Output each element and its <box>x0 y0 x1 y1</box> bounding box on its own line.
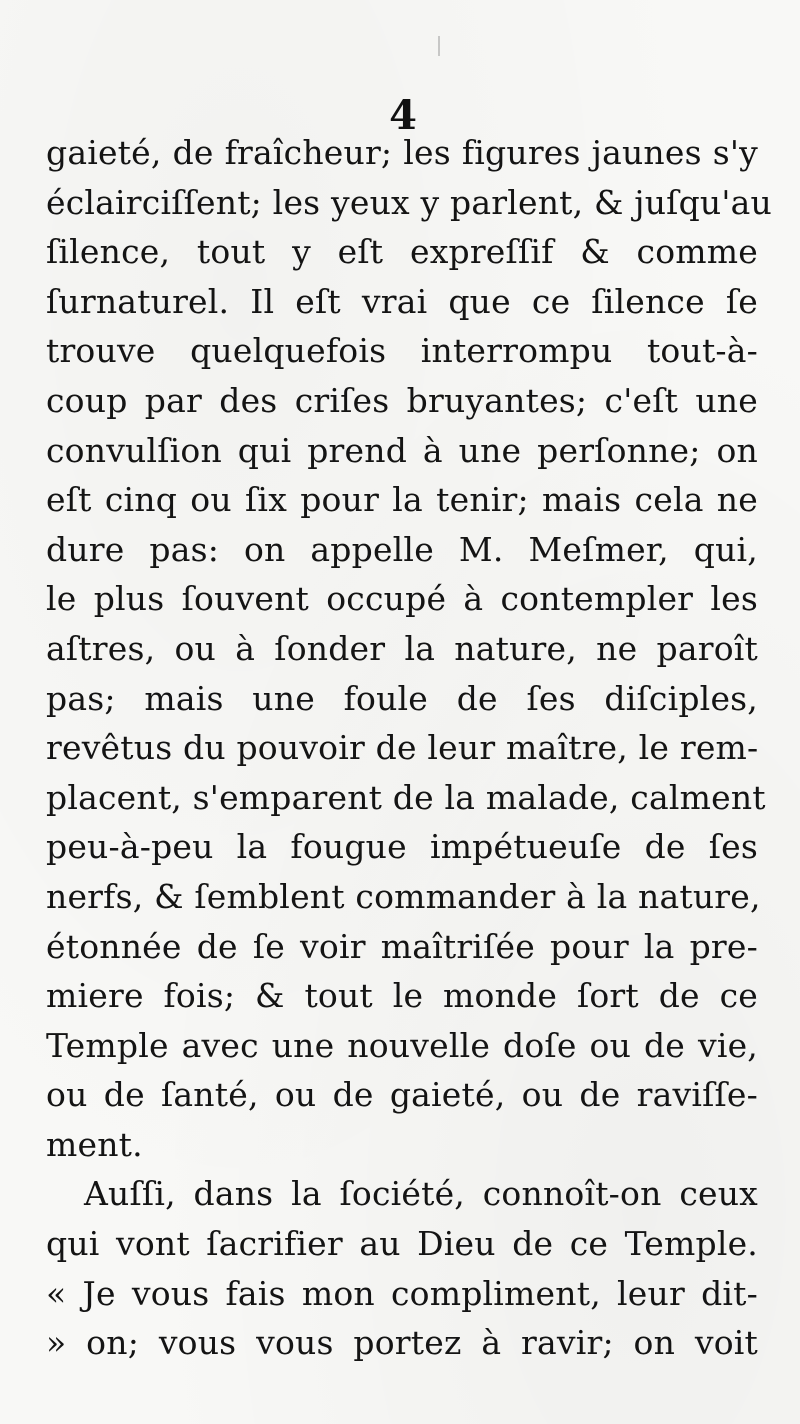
text-line: le plus ſouvent occupé à contempler les <box>46 579 758 619</box>
scan-mark <box>438 36 440 56</box>
text-line: qui vont ſacrifier au Dieu de ce Temple. <box>46 1224 758 1264</box>
text-line: placent, s'emparent de la malade, calment <box>46 777 766 817</box>
text-line: éclairciſſent; les yeux y parlent, & juſqu'au <box>46 182 772 222</box>
text-line: gaieté, de fraîcheur; les figures jaunes s'y <box>46 133 758 172</box>
text-line: peu-à-peu la fougue impétueuſe de ſes <box>46 827 758 867</box>
text-line: aſtres, ou à ſonder la nature, ne paroît <box>46 628 758 668</box>
text-line: nerfs, & ſemblent commander à la nature, <box>46 876 761 916</box>
text-line: miere fois; & tout le monde ſort de ce <box>46 976 758 1016</box>
text-line: « Je vous fais mon compliment, leur dit- <box>46 1273 758 1313</box>
paragraph-2 <box>46 1169 758 1367</box>
text-line: revêtus du pouvoir de leur maître, le rem- <box>46 728 759 768</box>
text-line: ment. <box>46 1124 143 1164</box>
text-line: ſurnaturel. Il eſt vrai que ce ſilence ſe <box>46 281 758 321</box>
body-text <box>46 128 772 1368</box>
text-line: eſt cinq ou ſix pour la tenir; mais cela ne <box>46 480 758 520</box>
text-line: trouve quelquefois interrompu tout-à- <box>46 331 758 371</box>
text-line: étonnée de ſe voir maîtriſée pour la pre- <box>46 926 758 966</box>
page-number: 4 <box>389 92 417 139</box>
text-line: pas; mais une foule de ſes diſciples, <box>46 678 758 718</box>
text-line: » on; vous vous portez à ravir; on voit <box>46 1323 758 1363</box>
text-line: coup par des criſes bruyantes; c'eſt une <box>46 380 758 420</box>
text-line: ſilence, tout y eſt expreſſif & comme <box>46 232 758 272</box>
paragraph-1 <box>46 128 772 1169</box>
text-line: Temple avec une nouvelle doſe ou de vie, <box>46 1025 758 1065</box>
text-line: Auſſi, dans la ſociété, connoît-on ceux <box>84 1174 758 1214</box>
text-line: dure pas: on appelle M. Meſmer, qui, <box>46 529 758 569</box>
text-line: convulſion qui prend à une perſonne; on <box>46 430 758 470</box>
text-line: ou de ſanté, ou de gaieté, ou de raviſſe- <box>46 1075 758 1115</box>
